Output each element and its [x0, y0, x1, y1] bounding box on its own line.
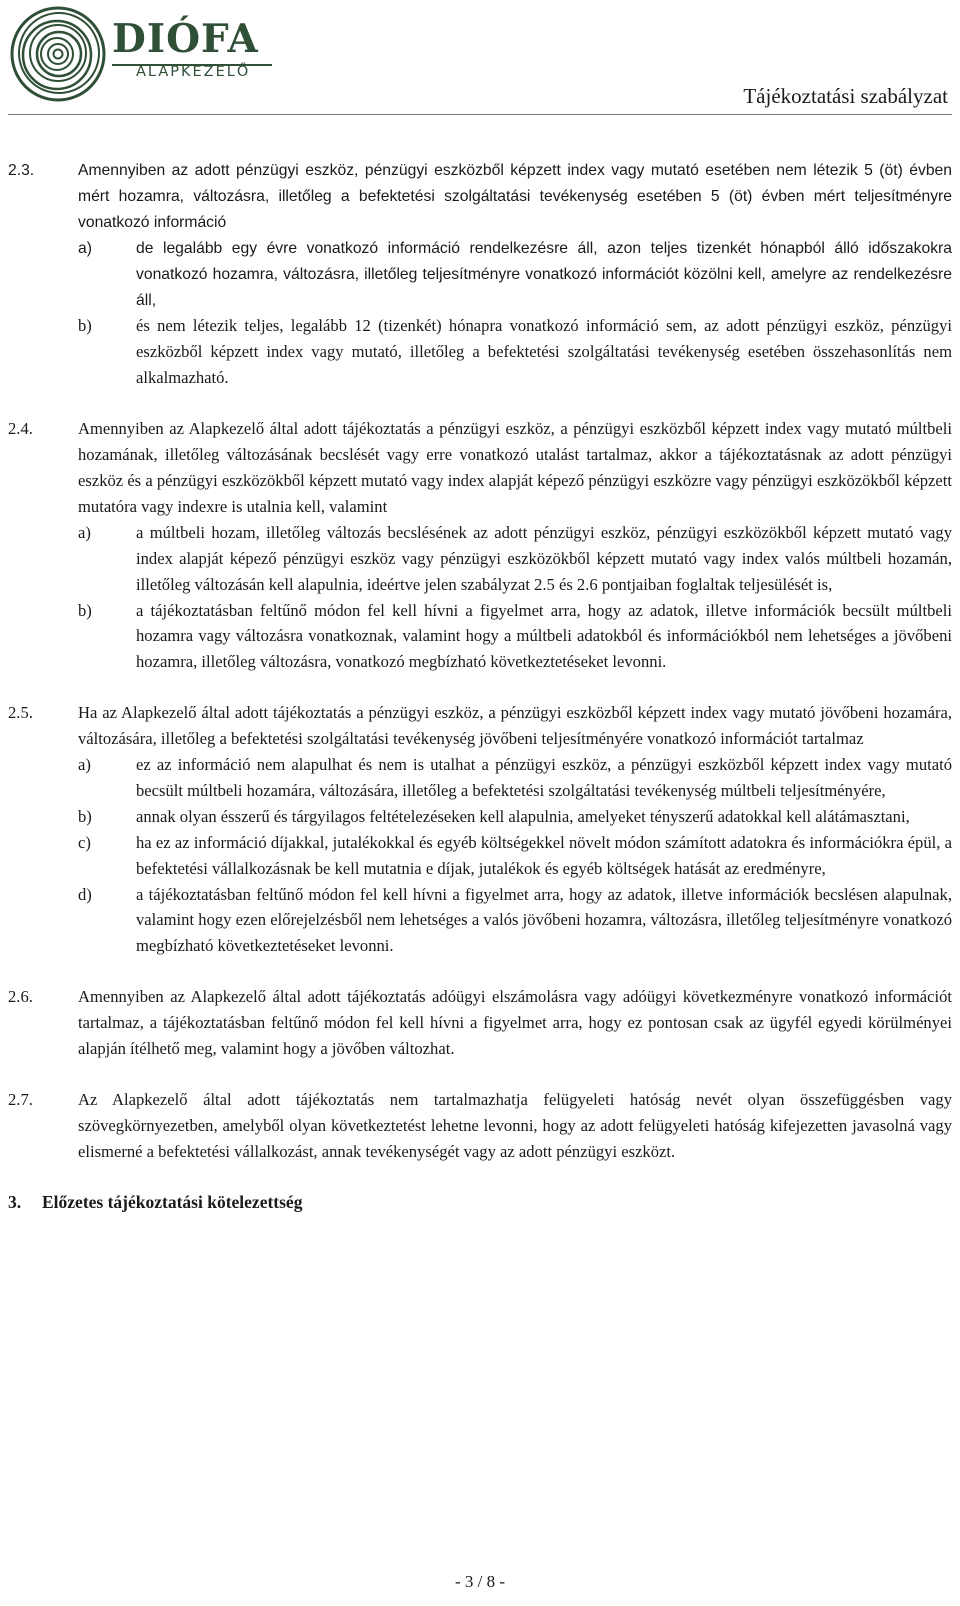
list-item [78, 598, 952, 676]
section-2-3 [8, 158, 952, 391]
list-item [78, 236, 952, 314]
heading-text: Előzetes tájékoztatási kötelezettség [42, 1191, 303, 1212]
section-text: Amennyiben az Alapkezelő által adott tájékoztatás a pénzügyi eszköz, a pénzügyi eszközből képzett index vagy mutató múltbeli hozamának, illetőleg változásának becslését vagy erre vonatkozó utalást tartalmaz, akkor a tájékoztatásnak az adott pénzügyi eszköz és a pénzügyi eszközökből képzett mutató vagy index alapját képező pénzügyi eszközre vagy pénzügyi eszközökből képzett mutatóra vagy indexre is utalnia kell, valamint [78, 419, 952, 516]
list-item-text: a tájékoztatásban feltűnő módon fel kell hívni a figyelmet arra, hogy az adatok, illetve információk becslésen alapulnak, valamint hogy ezen előrejelzésből nem lehetséges a valós jövőbeni hozamra, változásra, illetőleg teljesítményre vonatkozó megbízható következtetéseket levonni. [136, 884, 952, 956]
list-item-label: b) [78, 316, 92, 336]
brand-subtitle: ALAPKEZELŐ [136, 64, 251, 80]
list-item-label: b) [78, 600, 92, 620]
company-logo [8, 4, 298, 104]
list-item-text: a tájékoztatásban feltűnő módon fel kell hívni a figyelmet arra, hogy az adatok, illetve információk becsült múltbeli hozamra vagy változásra vonatkoznak, valamint hogy a múltbeli adatokból és információkból nem lehetséges a jövőbeni hozamra, illetőleg változásra, vonatkozó megbízható következtetéseket levonni. [136, 600, 952, 672]
list-item-text: ez az információ nem alapulhat és nem is utalhat a pénzügyi eszköz, a pénzügyi eszközből képzett index vagy mutató becsült múltbeli hozamára, változására, illetőleg a befektetési szolgáltatási tevékenység múltbeli teljesítményére, [136, 755, 952, 800]
section-text: Amennyiben az adott pénzügyi eszköz, pénzügyi eszközből képzett index vagy mutató esetében nem létezik 5 (öt) évben mért hozamra, változásra, illetőleg a befektetési szolgáltatási tevékenység esetében 5 (öt) évben mért teljesítményre vonatkozó információ [78, 162, 952, 231]
list-item-text: a múltbeli hozam, illetőleg változás becslésének az adott pénzügyi eszköz, pénzügyi eszközökből képzett mutató vagy index alapját képező pénzügyi eszköz vagy pénzügyi eszközökből képzett mutató vagy index valós múltbeli hozamán, illetőleg változásán kell alapulnia, ideértve jelen szabályzat 2.5 és 2.6 pontjaiban foglaltak teljesülését is, [136, 522, 952, 594]
list-item-label: a) [78, 755, 91, 775]
list-item [78, 830, 952, 882]
list-item-text: annak olyan ésszerű és tárgyilagos feltételezéseken kell alapulnia, amelyeket tényszerű adatokkal kell alátámasztani, [136, 806, 910, 826]
page-header [8, 4, 952, 114]
section-text: Amennyiben az Alapkezelő által adott tájékoztatás adóügyi elszámolásra vagy adóügyi következményre vonatkozó információt tartalmaz, a tájékoztatásban feltűnő módon fel kell hívni a figyelmet arra, hogy ez pontosan csak az ügyfél egyedi körülményei alapján ítélhető meg, valamint hogy a jövőben változhat. [78, 987, 952, 1059]
list-item-label: a) [78, 239, 92, 257]
section-heading [8, 1190, 952, 1216]
brand-name: DIÓFA [112, 16, 259, 62]
section-text: Ha az Alapkezelő által adott tájékoztatás a pénzügyi eszköz, a pénzügyi eszközből képzett index vagy mutató jövőbeni hozamára, változására, illetőleg a befektetési szolgáltatási tevékenység jövőbeni teljesítményére vonatkozó információt tartalmaz [78, 703, 952, 749]
list-item-text: és nem létezik teljes, legalább 12 (tizenkét) hónapra vonatkozó információ sem, az adott pénzügyi eszköz, pénzügyi eszközből képzett index vagy mutató, illetőleg a befektetési szolgáltatási tevékenység esetében összehasonlítás nem alkalmazható. [136, 316, 952, 388]
concentric-rings-logo-icon [10, 6, 106, 102]
header-divider [8, 114, 952, 115]
list-item-label: a) [78, 522, 91, 542]
list-item-label: d) [78, 884, 92, 904]
list-item-label: c) [78, 832, 91, 852]
list-item-text: de legalább egy évre vonatkozó információ rendelkezésre áll, azon teljes tizenkét hónapból álló időszakokra vonatkozó hozamra, változásra, illetőleg teljesítményre vonatkozó információt közölni kell, amelyre az rendelkezésre áll, [136, 239, 952, 309]
list-item [78, 882, 952, 960]
section-number: 2.7. [8, 1090, 33, 1109]
list-item [78, 313, 952, 391]
section-2-5 [8, 700, 952, 959]
section-2-7 [8, 1087, 952, 1165]
section-text: Az Alapkezelő által adott tájékoztatás nem tartalmazhatja felügyeleti hatóság nevét olyan összefüggésben vagy szövegkörnyezetben, amelyből olyan következtetést lehetne levonni, hogy az adott felügyeleti hatóság kifejezetten javasolná vagy elismerné a befektetési vállalkozást, annak tevékenységét vagy az adott pénzügyi eszközt. [78, 1090, 952, 1161]
heading-number: 3. [8, 1191, 22, 1212]
section-number: 2.6. [8, 987, 33, 1007]
list-item [78, 804, 952, 830]
section-number: 2.5. [8, 703, 33, 723]
list-item-text: ha ez az információ díjakkal, jutalékokkal és egyéb költségekkel növelt módon számított adatokra és információkra épül, a befektetési vállalkozásnak be kell mutatnia e díjak, jutalékok és egyéb költségek hatását az eredményre, [136, 832, 952, 878]
section-2-6 [8, 984, 952, 1062]
list-item [78, 752, 952, 804]
section-number: 2.4. [8, 419, 33, 439]
list-item [78, 520, 952, 598]
section-number: 2.3. [8, 162, 35, 179]
document-title: Tájékoztatási szabályzat [743, 84, 948, 108]
document-body [8, 158, 952, 1216]
page-number: - 3 / 8 - [454, 1572, 506, 1591]
section-2-4 [8, 416, 952, 675]
list-item-label: b) [78, 806, 92, 826]
